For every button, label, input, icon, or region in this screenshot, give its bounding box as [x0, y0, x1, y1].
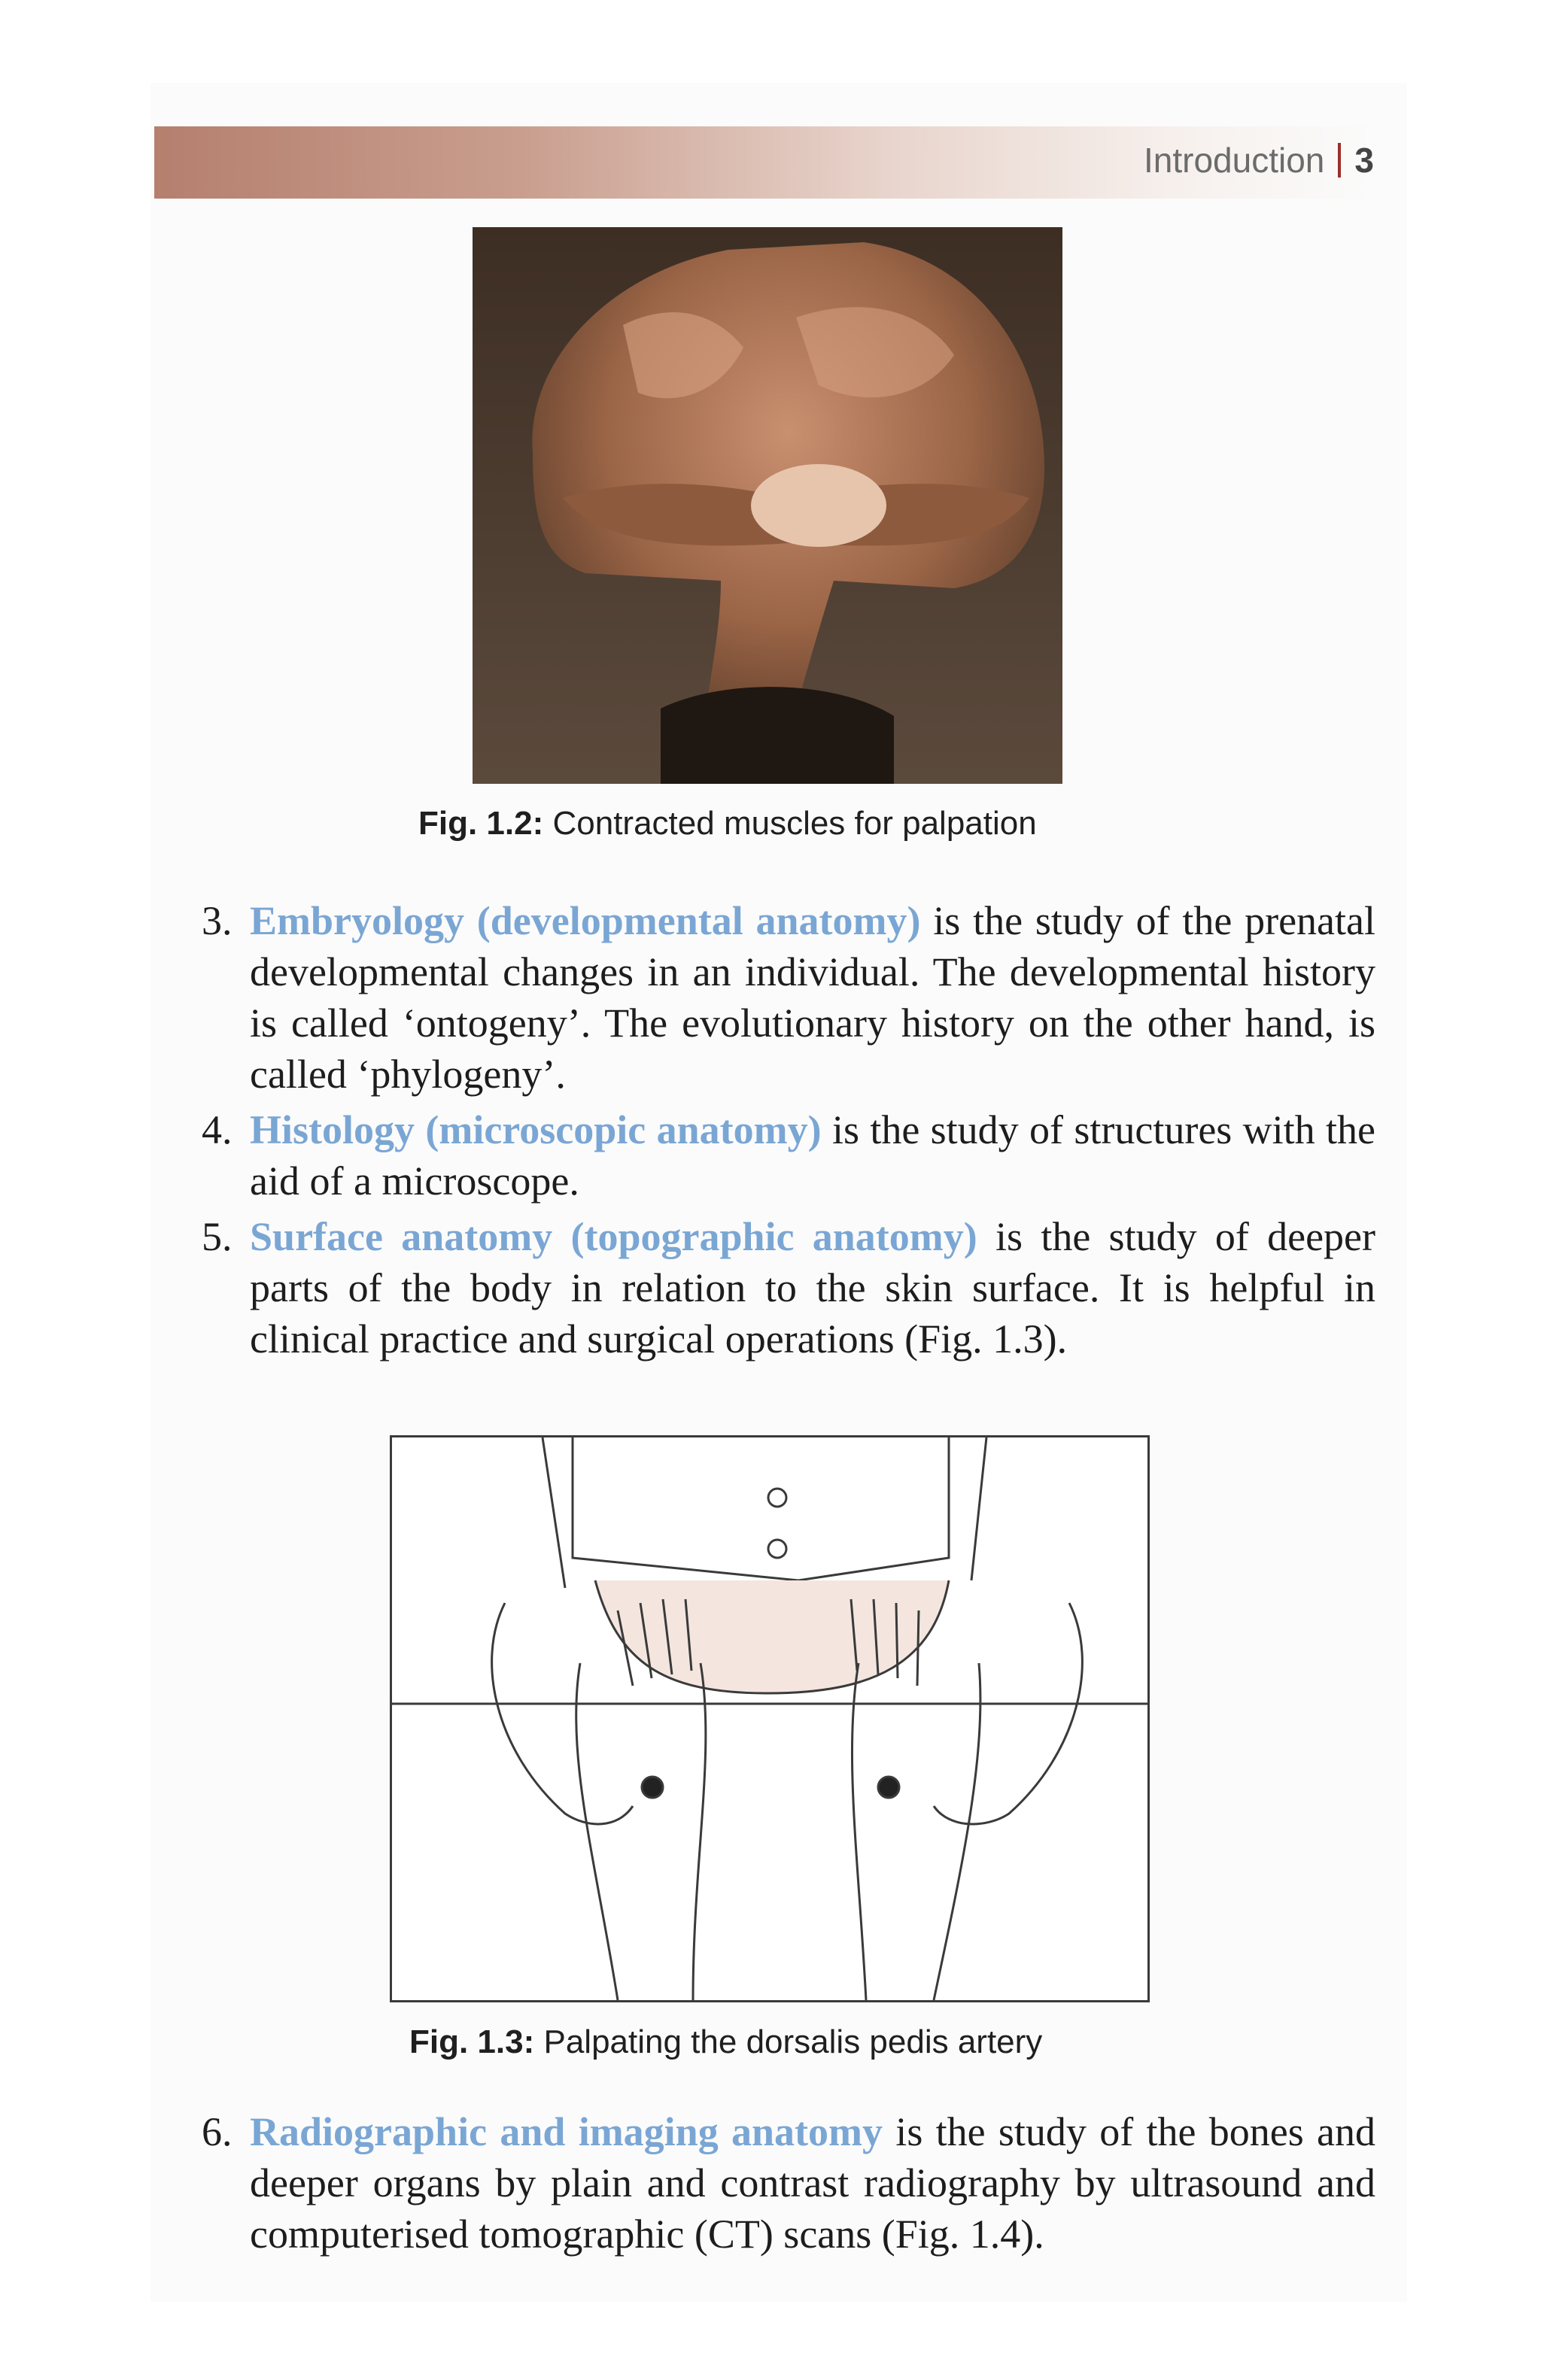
item-body: is the study of the prenatal developmental changes in an individual. The developmental history is called ‘ontogeny’. The evolutionary history on the other hand, is called ‘phylogeny’. [250, 898, 1376, 1097]
item-number: 6. [202, 2109, 233, 2154]
item-body: is the study of deeper parts of the body in relation to the skin surface. It is helpful in clinical practice and surgical operations (Fig. 1.3). [250, 1214, 1375, 1362]
section-title: Introduction [1144, 141, 1325, 180]
figure-1-3-caption [409, 2023, 1042, 2061]
header-separator [1338, 143, 1341, 178]
figure-1-3-caption-text: Palpating the dorsalis pedis artery [543, 2023, 1043, 2060]
list-item [202, 895, 1375, 1100]
item-term: Histology (microscopic anatomy) [250, 1107, 822, 1152]
item-body: is the study of the bones and deeper organs by plain and contrast radiography by ultrasound and computerised tomographic (CT) scans (Fig. 1.4). [250, 2109, 1375, 2257]
figure-1-2-caption [418, 805, 1037, 842]
item-body: is the study of structures with the aid of a microscope. [250, 1107, 1375, 1204]
item-number: 5. [202, 1214, 233, 1259]
item-text [250, 895, 1375, 1100]
list-item [202, 1211, 1375, 1365]
running-head [1144, 140, 1374, 181]
item-text [250, 1211, 1375, 1365]
item-term: Radiographic and imaging anatomy [250, 2109, 883, 2154]
list-item [202, 1104, 1375, 1207]
item-text [250, 1104, 1375, 1207]
list-block-1 [202, 895, 1375, 1365]
list-item [202, 2106, 1375, 2260]
figure-1-2-caption-text: Contracted muscles for palpation [552, 805, 1037, 842]
figure-1-3-label: Fig. 1.3: [409, 2023, 535, 2060]
page-number: 3 [1354, 141, 1374, 180]
figure-1-2-photo [473, 227, 1062, 784]
item-term: Embryology (developmental anatomy) [250, 898, 921, 943]
figure-1-2-label: Fig. 1.2: [418, 805, 544, 842]
item-number: 3. [202, 898, 233, 943]
item-number: 4. [202, 1107, 233, 1152]
list-block-2 [202, 2106, 1375, 2260]
item-term: Surface anatomy (topographic anatomy) [250, 1214, 977, 1259]
figure-1-3-drawing [390, 1435, 1150, 2002]
item-text [250, 2106, 1375, 2260]
